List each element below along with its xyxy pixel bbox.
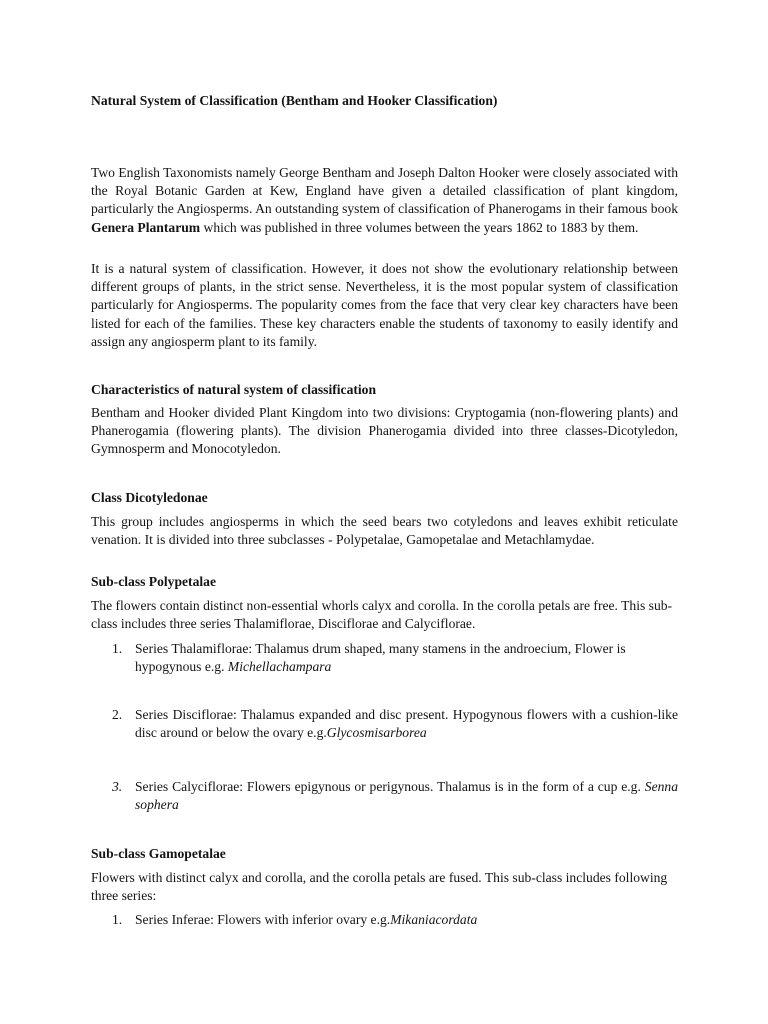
- list-text: [135, 706, 678, 742]
- intro-text-before: Two English Taxonomists namely George Bentham and Joseph Dalton Hooker were closely associated with the Royal Botanic Garden at Kew, England have given a detailed classification of plant kingdom, particularly the Angiosperms. An outstanding system of classification of Phanerogams in their famous book: [91, 165, 678, 217]
- example-species: Mikaniacordata: [390, 912, 478, 927]
- list-text: [135, 778, 678, 814]
- list-number: 2.: [112, 707, 123, 722]
- list-text: [135, 640, 678, 676]
- dicot-paragraph: This group includes angiosperms in which the seed bears two cotyledons and leaves exhibit reticulate venation. It is divided into three subclasses - Polypetalae, Gamopetalae and Metachlamydae.: [91, 514, 678, 548]
- list-number: 3.: [112, 779, 123, 794]
- list-text: [135, 911, 678, 929]
- gamopetalae-heading: Sub-class Gamopetalae: [91, 846, 226, 861]
- characteristics-heading: Characteristics of natural system of classification: [91, 382, 377, 397]
- list-description: Series Calyciflorae: Flowers epigynous or perigynous. Thalamus is in the form of a cup e.g.: [135, 779, 645, 794]
- polypetalae-paragraph: The flowers contain distinct non-essential whorls calyx and corolla. In the corolla petals are free. This sub-class includes three series Thalamiflorae, Disciflorae and Calyciflorae.: [91, 598, 673, 632]
- example-species: Michellachampara: [227, 659, 332, 675]
- book-title: Genera Plantarum: [91, 219, 201, 235]
- intro-paragraph-1: [91, 164, 678, 237]
- gamopetalae-paragraph: Flowers with distinct calyx and corolla, and the corolla petals are fused. This sub-class includes following three series:: [91, 870, 668, 904]
- list-number: 1.: [112, 641, 123, 656]
- list-description: Series Thalamiflorae: Thalamus drum shaped, many stamens in the androecium, Flower is hypogynous e.g.: [135, 641, 626, 675]
- list-description: Series Disciflorae: Thalamus expanded and disc present. Hypogynous flowers with a cushion-like disc around or below the ovary e.g.: [135, 707, 678, 741]
- example-species: Senna sophera: [135, 779, 678, 813]
- intro-text-after: which was published in three volumes between the years 1862 to 1883 by them.: [200, 219, 639, 235]
- list-description: Series Inferae: Flowers with inferior ovary e.g.: [135, 912, 391, 927]
- polypetalae-heading: Sub-class Polypetalae: [91, 574, 216, 589]
- page-title: Natural System of Classification (Bentham and Hooker Classification): [91, 93, 498, 108]
- characteristics-paragraph: Bentham and Hooker divided Plant Kingdom into two divisions: Cryptogamia (non-flowering plants) and Phanerogamia (flowering plants). The division Phanerogamia divided into three classes-Dicotyledon, Gymnosperm and Monocotyledon.: [91, 405, 678, 457]
- example-species: Glycosmisarborea: [326, 725, 427, 741]
- dicot-heading: Class Dicotyledonae: [91, 490, 208, 505]
- list-number: 1.: [112, 912, 123, 927]
- intro-paragraph-2: It is a natural system of classification. However, it does not show the evolutionary relationship between different groups of plants, in the strict sense. Nevertheless, it is the most popular system of classification particularly for Angiosperms. The popularity comes from the face that very clear key characters have been listed for each of the families. These key characters enable the students of taxonomy to easily identify and assign any angiosperm plant to its family.: [91, 261, 678, 349]
